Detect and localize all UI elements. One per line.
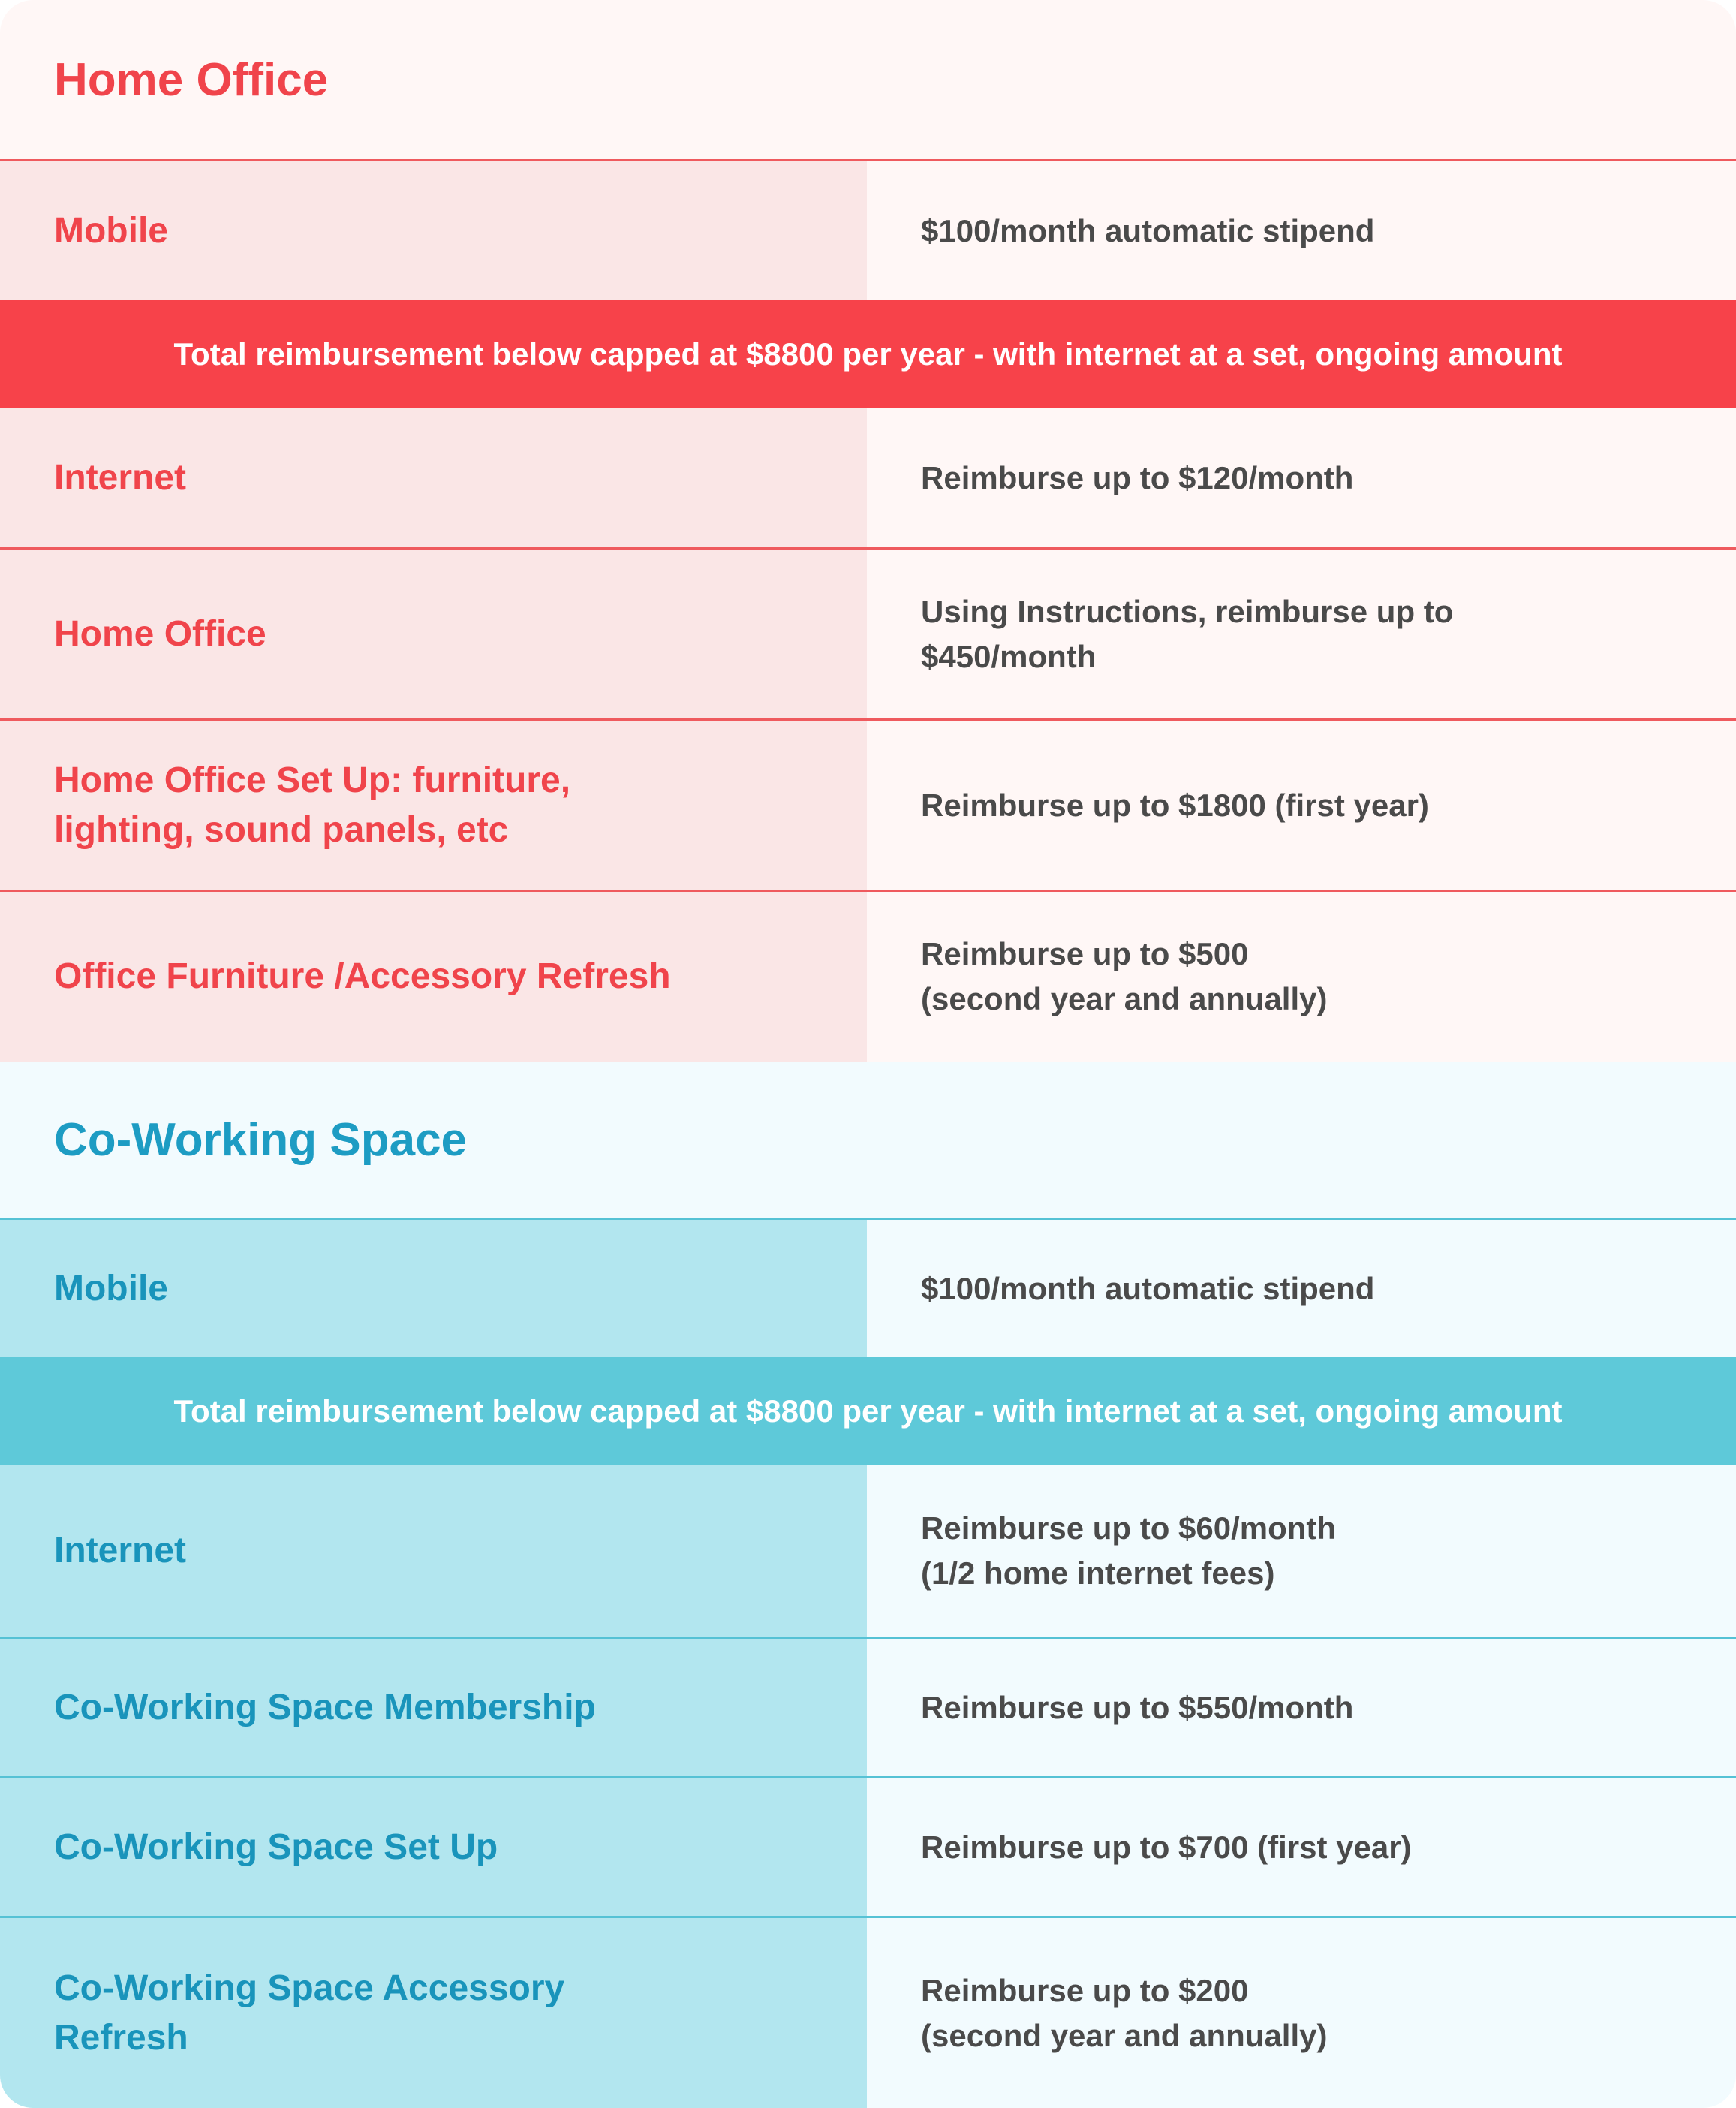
row-value: [867, 721, 1736, 890]
row-label: [0, 408, 867, 547]
cowork-mobile-row: [0, 1218, 1736, 1357]
row-value-text: Reimburse up to $200 (second year and annually): [921, 1972, 1328, 2053]
row-label: [0, 1778, 867, 1916]
row-value-text: Reimburse up to $500 (second year and annually): [921, 936, 1328, 1016]
row-label-text: Mobile: [54, 210, 168, 251]
home-mobile-row: [0, 159, 1736, 300]
row-value: [867, 408, 1736, 547]
row-label: [0, 892, 867, 1062]
row-label-text: Co-Working Space Accessory Refresh: [54, 1968, 565, 2058]
row-label: [0, 721, 867, 890]
row-value: [867, 550, 1736, 718]
home-internet-row: [0, 408, 1736, 547]
row-value: [867, 1778, 1736, 1916]
row-value: [867, 1220, 1736, 1357]
coworking-section: [0, 1062, 1736, 2108]
row-value-text: $100/month automatic stipend: [921, 1270, 1375, 1306]
row-value: [867, 1639, 1736, 1776]
cowork-setup-row: [0, 1776, 1736, 1916]
row-value-text: Reimburse up to $60/month (1/2 home internet fees): [921, 1510, 1337, 1591]
row-label-text: Co-Working Space Set Up: [54, 1826, 498, 1867]
row-label-text: Home Office Set Up: furniture, lighting, sound panels, etc: [54, 760, 571, 850]
row-label: [0, 550, 867, 718]
banner-text: Total reimbursement below capped at $8800 per year - with internet at a set, ongoing amount: [173, 1393, 1563, 1429]
row-value-text: Reimburse up to $550/month: [921, 1689, 1354, 1725]
row-label: [0, 1220, 867, 1357]
row-value-text: Reimburse up to $120/month: [921, 459, 1354, 495]
section-title-home-office: Home Office: [54, 54, 329, 106]
row-value: [867, 892, 1736, 1062]
row-value-text: Reimburse up to $1800 (first year): [921, 787, 1429, 823]
home-setup-row: [0, 718, 1736, 890]
row-label-text: Co-Working Space Membership: [54, 1687, 596, 1727]
row-label: [0, 1639, 867, 1776]
row-label: [0, 1918, 867, 2108]
home-office-row: [0, 547, 1736, 718]
cowork-internet-row: [0, 1465, 1736, 1637]
row-label-text: Mobile: [54, 1268, 168, 1308]
row-label-text: Internet: [54, 1531, 187, 1570]
row-label-text: Home Office: [54, 613, 266, 654]
row-value: [867, 1465, 1736, 1637]
cowork-cap-banner: [0, 1357, 1736, 1465]
cowork-membership-row: [0, 1637, 1736, 1776]
section-title-coworking: Co-Working Space: [54, 1114, 468, 1166]
home-cap-banner: [0, 300, 1736, 408]
row-value: [867, 161, 1736, 300]
row-value-text: Using Instructions, reimburse up to $450/month: [921, 593, 1454, 674]
cowork-refresh-row: [0, 1916, 1736, 2108]
row-label: [0, 161, 867, 300]
row-value: [867, 1918, 1736, 2108]
row-value-text: Reimburse up to $700 (first year): [921, 1829, 1412, 1865]
row-label-text: Internet: [54, 457, 187, 498]
banner-text: Total reimbursement below capped at $8800 per year - with internet at a set, ongoing amount: [173, 336, 1563, 372]
row-value-text: $100/month automatic stipend: [921, 212, 1375, 248]
row-label: [0, 1465, 867, 1637]
home-refresh-row: [0, 890, 1736, 1062]
row-label-text: Office Furniture /Accessory Refresh: [54, 956, 671, 996]
